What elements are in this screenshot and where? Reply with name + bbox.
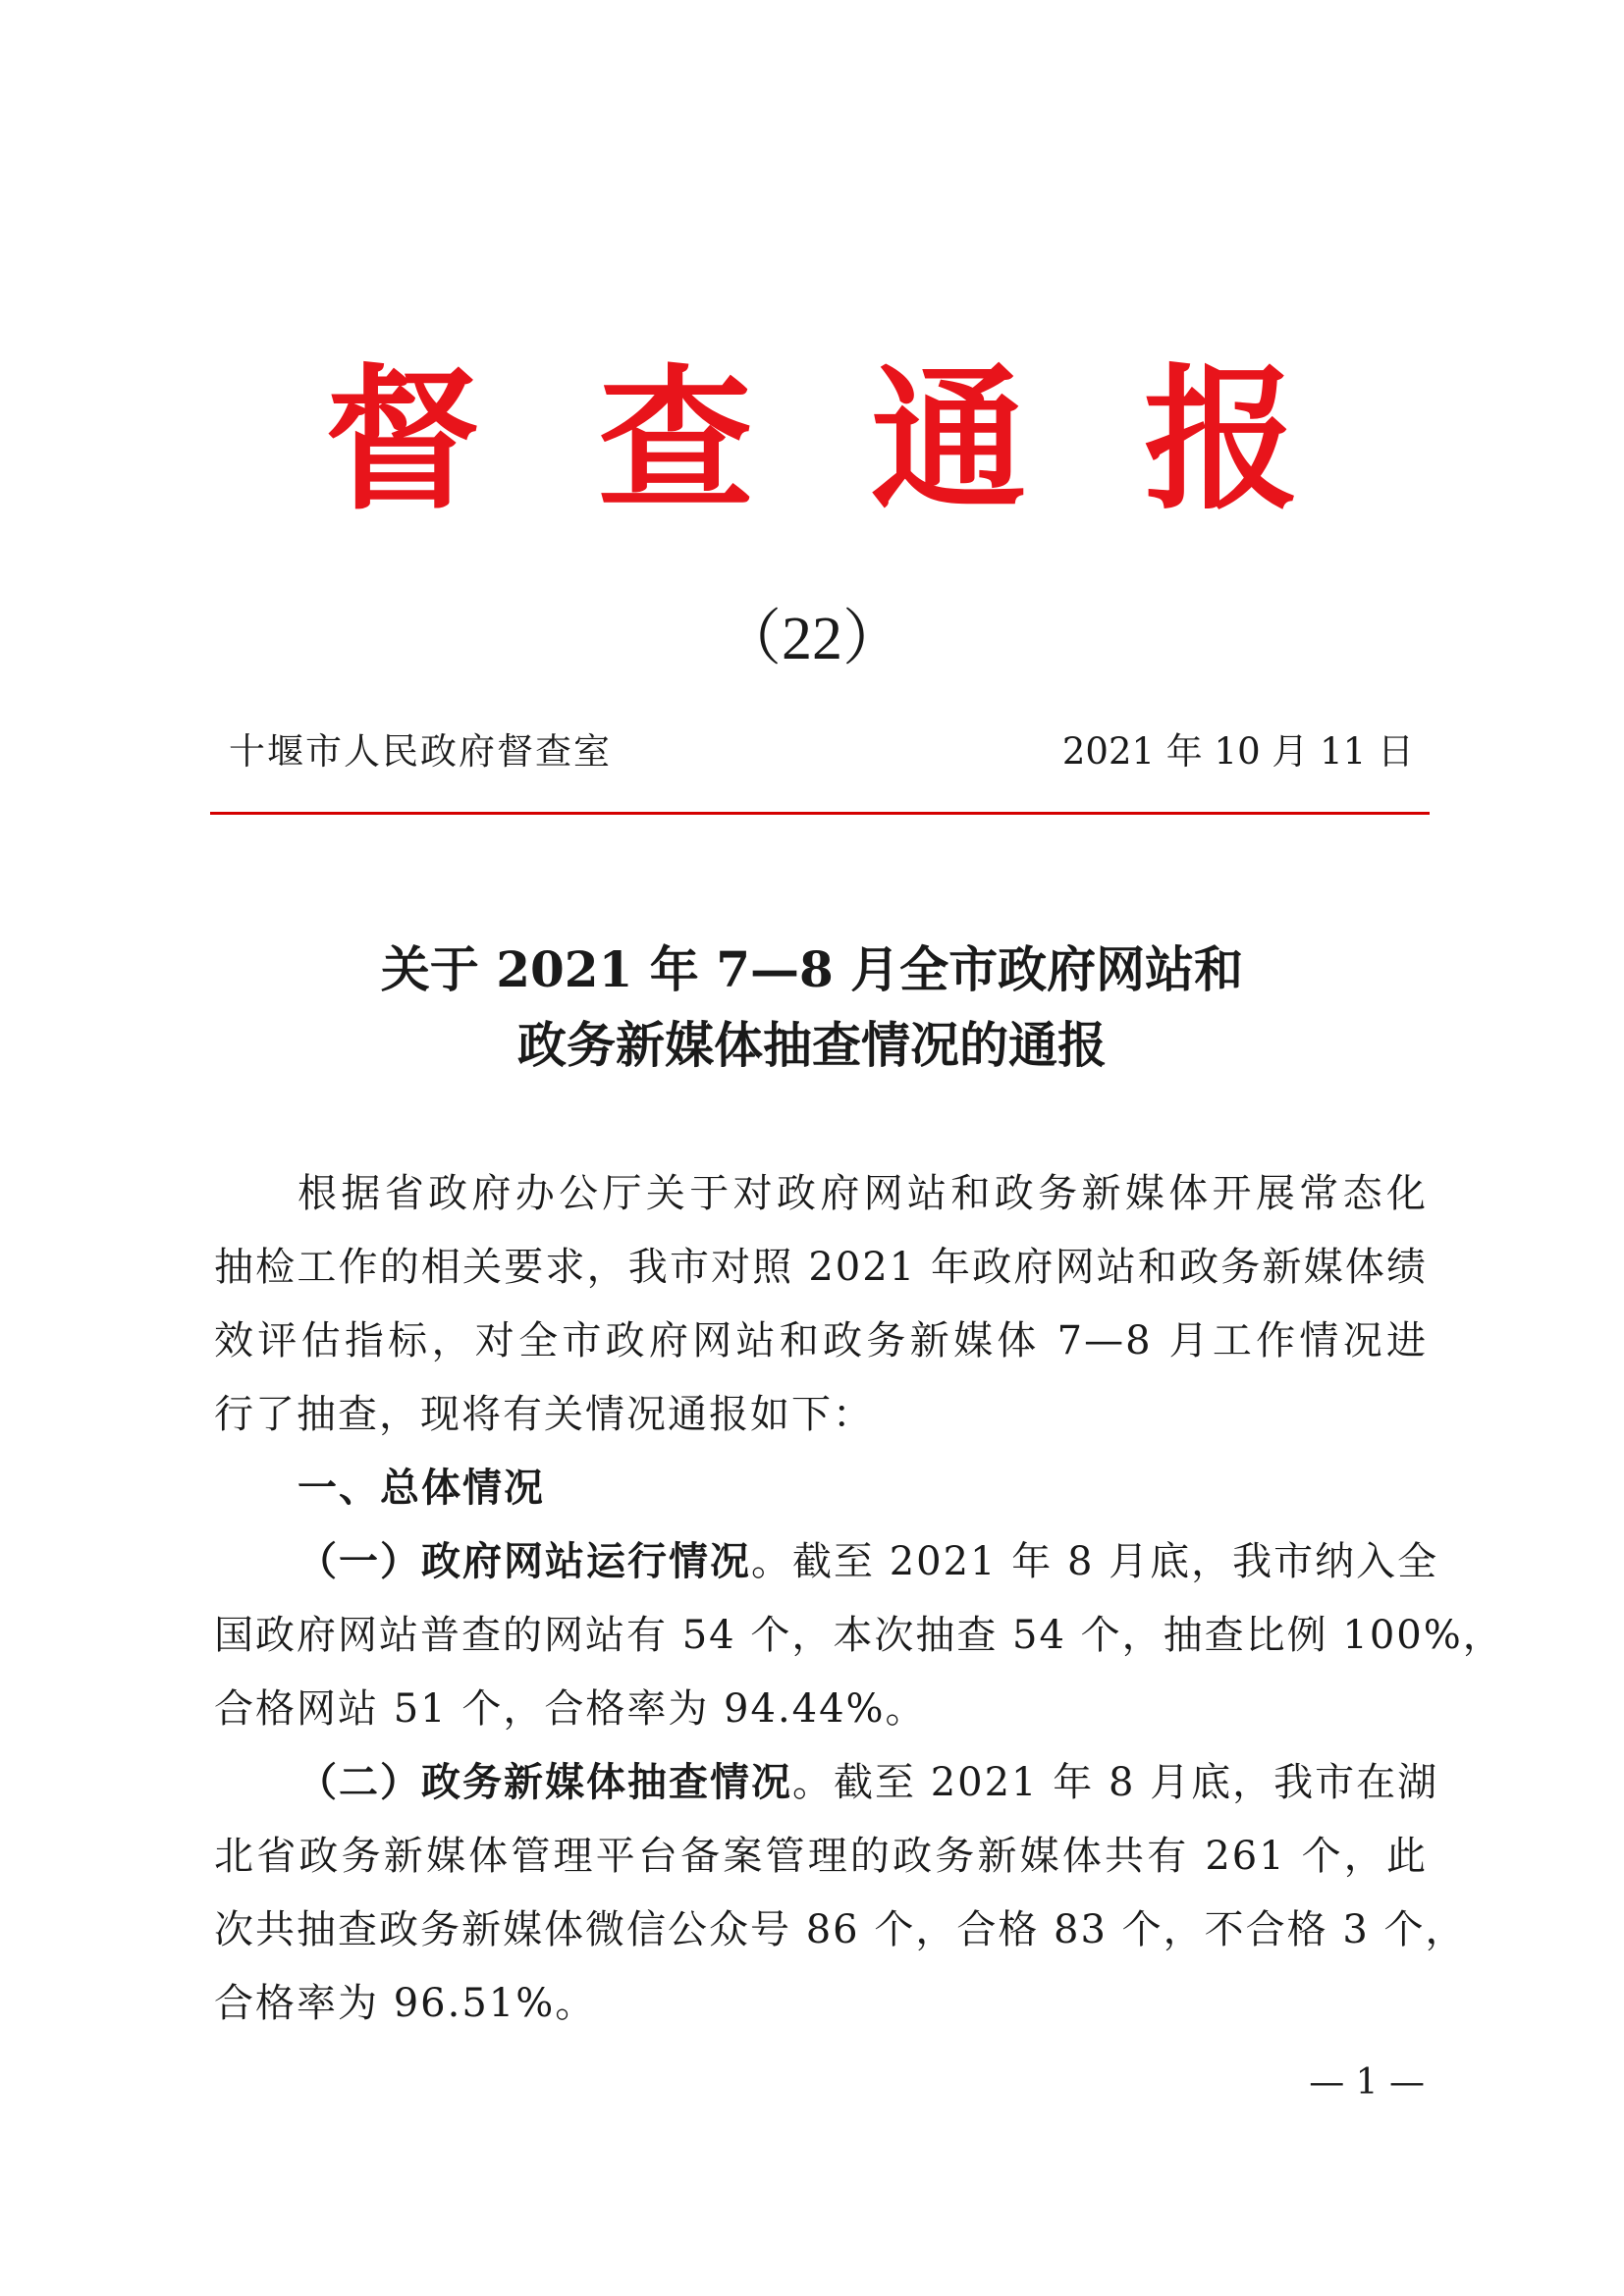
subsection-1-heading: （一）政府网站运行情况 [298, 1538, 751, 1584]
page-number: — 1 — [1309, 2062, 1425, 2103]
subsection-2-line-3: 次共抽查政务新媒体微信公众号 86 个，合格 83 个，不合格 3 个， [214, 1907, 1467, 1952]
intro-line-3: 效评估指标，对全市政府网站和政务新媒体 7—8 月工作情况进 [214, 1318, 1428, 1363]
subsection-2-line-2: 北省政务新媒体管理平台备案管理的政务新媒体共有 261 个，此 [214, 1834, 1428, 1879]
subsection-1-first-line [298, 1538, 1439, 1585]
document-title-line-2: 政务新媒体抽查情况的通报 [517, 1016, 1107, 1074]
intro-line-1: 根据省政府办公厅关于对政府网站和政务新媒体开展常态化 [298, 1171, 1428, 1216]
issue-number: （22） [720, 606, 903, 672]
issuing-office: 十堰市人民政府督查室 [229, 730, 612, 773]
document-title-line-1: 关于 2021 年 7—8 月全市政府网站和 [380, 940, 1244, 998]
header-divider [210, 812, 1430, 815]
issue-date: 2021 年 10 月 11 日 [1061, 730, 1414, 773]
subsection-2-line-4: 合格率为 96.51%。 [214, 1981, 597, 2026]
section-heading: 一、总体情况 [298, 1466, 545, 1511]
intro-line-2: 抽检工作的相关要求，我市对照 2021 年政府网站和政务新媒体绩 [214, 1245, 1428, 1290]
subsection-2-text: 。截至 2021 年 8 月底，我市在湖 [792, 1760, 1439, 1805]
subsection-2-heading: （二）政务新媒体抽查情况 [298, 1759, 792, 1805]
intro-line-4: 行了抽查，现将有关情况通报如下： [214, 1392, 874, 1437]
masthead-title: 督查通报 [325, 349, 1417, 531]
subsection-1-text: 。截至 2021 年 8 月底，我市纳入全 [751, 1539, 1439, 1584]
subsection-2-first-line [298, 1759, 1439, 1806]
subsection-1-line-2: 国政府网站普查的网站有 54 个，本次抽查 54 个，抽查比例 100%， [214, 1613, 1504, 1658]
subsection-1-line-3: 合格网站 51 个，合格率为 94.44%。 [214, 1686, 927, 1732]
